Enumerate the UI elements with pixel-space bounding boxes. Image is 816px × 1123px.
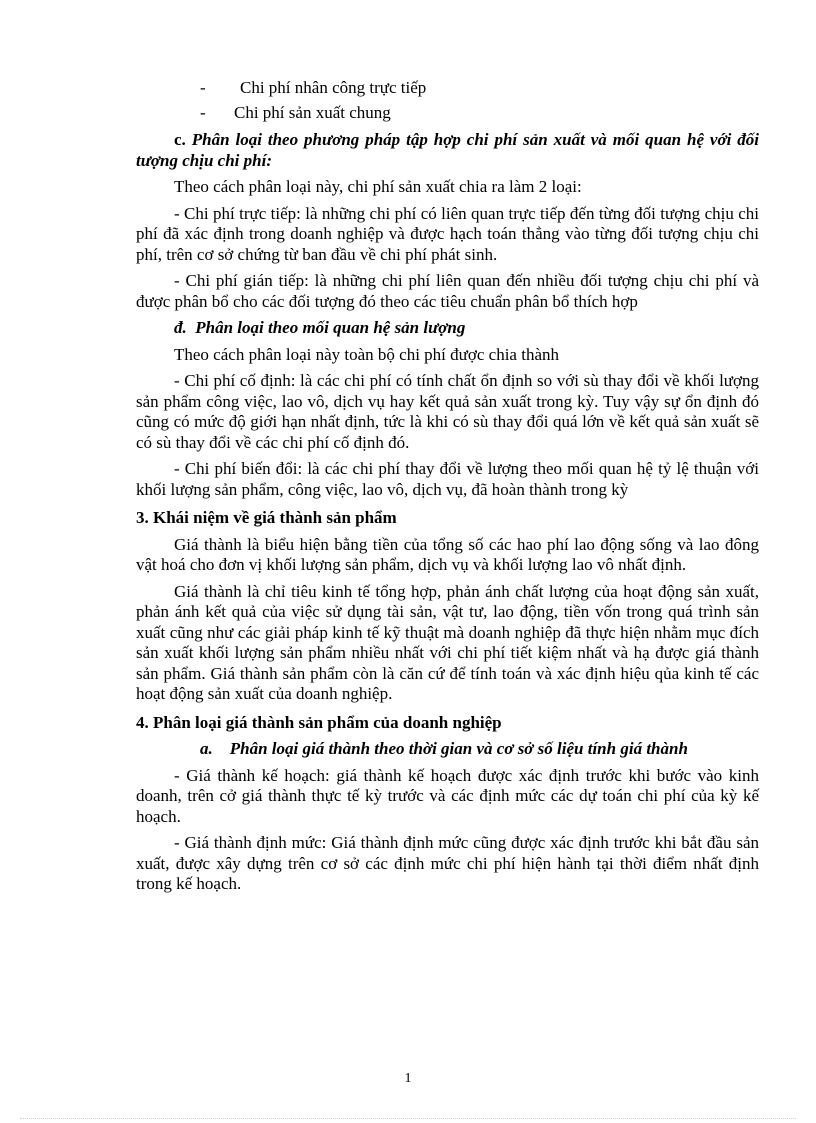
section-d-intro: Theo cách phân loại này toàn bộ chi phí được chia thành bbox=[174, 344, 559, 364]
section-d-title: Phân loại theo mối quan hệ sản lượng bbox=[195, 318, 466, 337]
paragraph: - Giá thành định mức: Giá thành định mức cũng được xác định trước khi bắt đầu sản xuất, được xây dựng trên cơ sở các định mức chi phí hiện hành tại thời điểm nhất định trong kế hoạch. bbox=[136, 833, 759, 893]
page-number: 1 bbox=[404, 1071, 412, 1086]
section-d-heading bbox=[136, 318, 759, 339]
section-4a-letter: a. bbox=[200, 739, 213, 758]
bullet-dash: - bbox=[200, 78, 206, 97]
paragraph: - Chi phí trực tiếp: là những chi phí có liên quan trực tiếp đến từng đối tượng chịu chi phí đã xác định trong doanh nghiệp và được hạch toán thẳng vào từng đối tượng chịu chi phí, trên cơ sở chứng từ ban đầu về chi phí phát sinh. bbox=[136, 203, 759, 264]
document-page bbox=[136, 78, 759, 895]
section-c-intro: Theo cách phân loại này, chi phí sản xuất chia ra làm 2 loại: bbox=[174, 177, 582, 196]
section-c-letter: c. bbox=[174, 130, 186, 149]
paragraph: Giá thành là biểu hiện bằng tiền của tổng số các hao phí lao động sống và lao đông vật hoá cho đơn vị khối lượng sản phẩm, dịch vụ và khối lượng lao vô nhất định. bbox=[136, 534, 759, 574]
paragraph: - Chi phí gián tiếp: là những chi phí liên quan đến nhiều đối tượng chịu chi phí và được phân bổ cho các đối tượng đó theo các tiêu chuẩn phân bổ thích hợp bbox=[136, 271, 759, 311]
bullet-text: Chi phí nhân công trực tiếp bbox=[240, 78, 427, 97]
section-4-heading: 4. Phân loại giá thành sản phẩm của doanh nghiệp bbox=[136, 712, 502, 732]
section-c-title: Phân loại theo phương pháp tập hợp chi phí sản xuất và mối quan hệ với đối tượng chịu chi phí: bbox=[136, 130, 759, 170]
section-4a-heading bbox=[136, 739, 759, 760]
paragraph: - Giá thành kế hoạch: giá thành kế hoạch được xác định trước khi bước vào kinh doanh, trên cở giá thành thực tế kỳ trước và các định mức các dự toán chi phí của kỳ kế hoạch. bbox=[136, 765, 759, 826]
bullet-text: Chi phí sản xuất chung bbox=[234, 103, 391, 122]
bullet-dash: - bbox=[200, 103, 206, 122]
section-3-heading: 3. Khái niệm về giá thành sản phẩm bbox=[136, 508, 397, 527]
page-bottom-divider bbox=[20, 1118, 796, 1119]
section-c-heading bbox=[136, 130, 759, 171]
section-4a-title: Phân loại giá thành theo thời gian và cơ sở số liệu tính giá thành bbox=[229, 739, 688, 758]
bullet-item bbox=[136, 103, 759, 128]
paragraph: - Chi phí biến đổi: là các chi phí thay đổi về lượng theo mối quan hệ tỷ lệ thuận với khối lượng sản phẩm, công việc, lao vô, dịch vụ, đã hoàn thành trong kỳ bbox=[136, 459, 759, 499]
paragraph: Giá thành là chỉ tiêu kinh tế tổng hợp, phản ánh chất lượng của hoạt động sản xuất, phản ánh kết quả của việc sử dụng tài sản, vật tư, lao động, tiền vốn trong quá trình sản xuất cũng như các giải pháp kinh tế kỹ thuật mà doanh nghiệp đã thực hiện nhằm mục đích sản xuất khối lượng sản phẩm nhiều nhất với chi phí tiết kiệm nhất và hạ được giá thành sản phẩm. Giá thành sản phẩm còn là căn cứ để tính toán và xác định hiệu qủa kinh tế các hoạt động sản xuất của doanh nghiệp. bbox=[136, 581, 759, 703]
section-d-letter: đ. bbox=[174, 318, 187, 337]
bullet-item bbox=[136, 78, 759, 103]
paragraph: - Chi phí cố định: là các chi phí có tính chất ổn định so với sù thay đổi về khối lượng sản phẩm công việc, lao vô, dịch vụ hay kết quả sản xuất trong kỳ. Tuy vậy sự ổn định đó cũng có mức độ giới hạn nhất định, tức là khi có sù thay đổi quá lớn về kết quả sản xuất sẽ có sù thay đổi về các chi phí cố định đó. bbox=[136, 371, 759, 452]
